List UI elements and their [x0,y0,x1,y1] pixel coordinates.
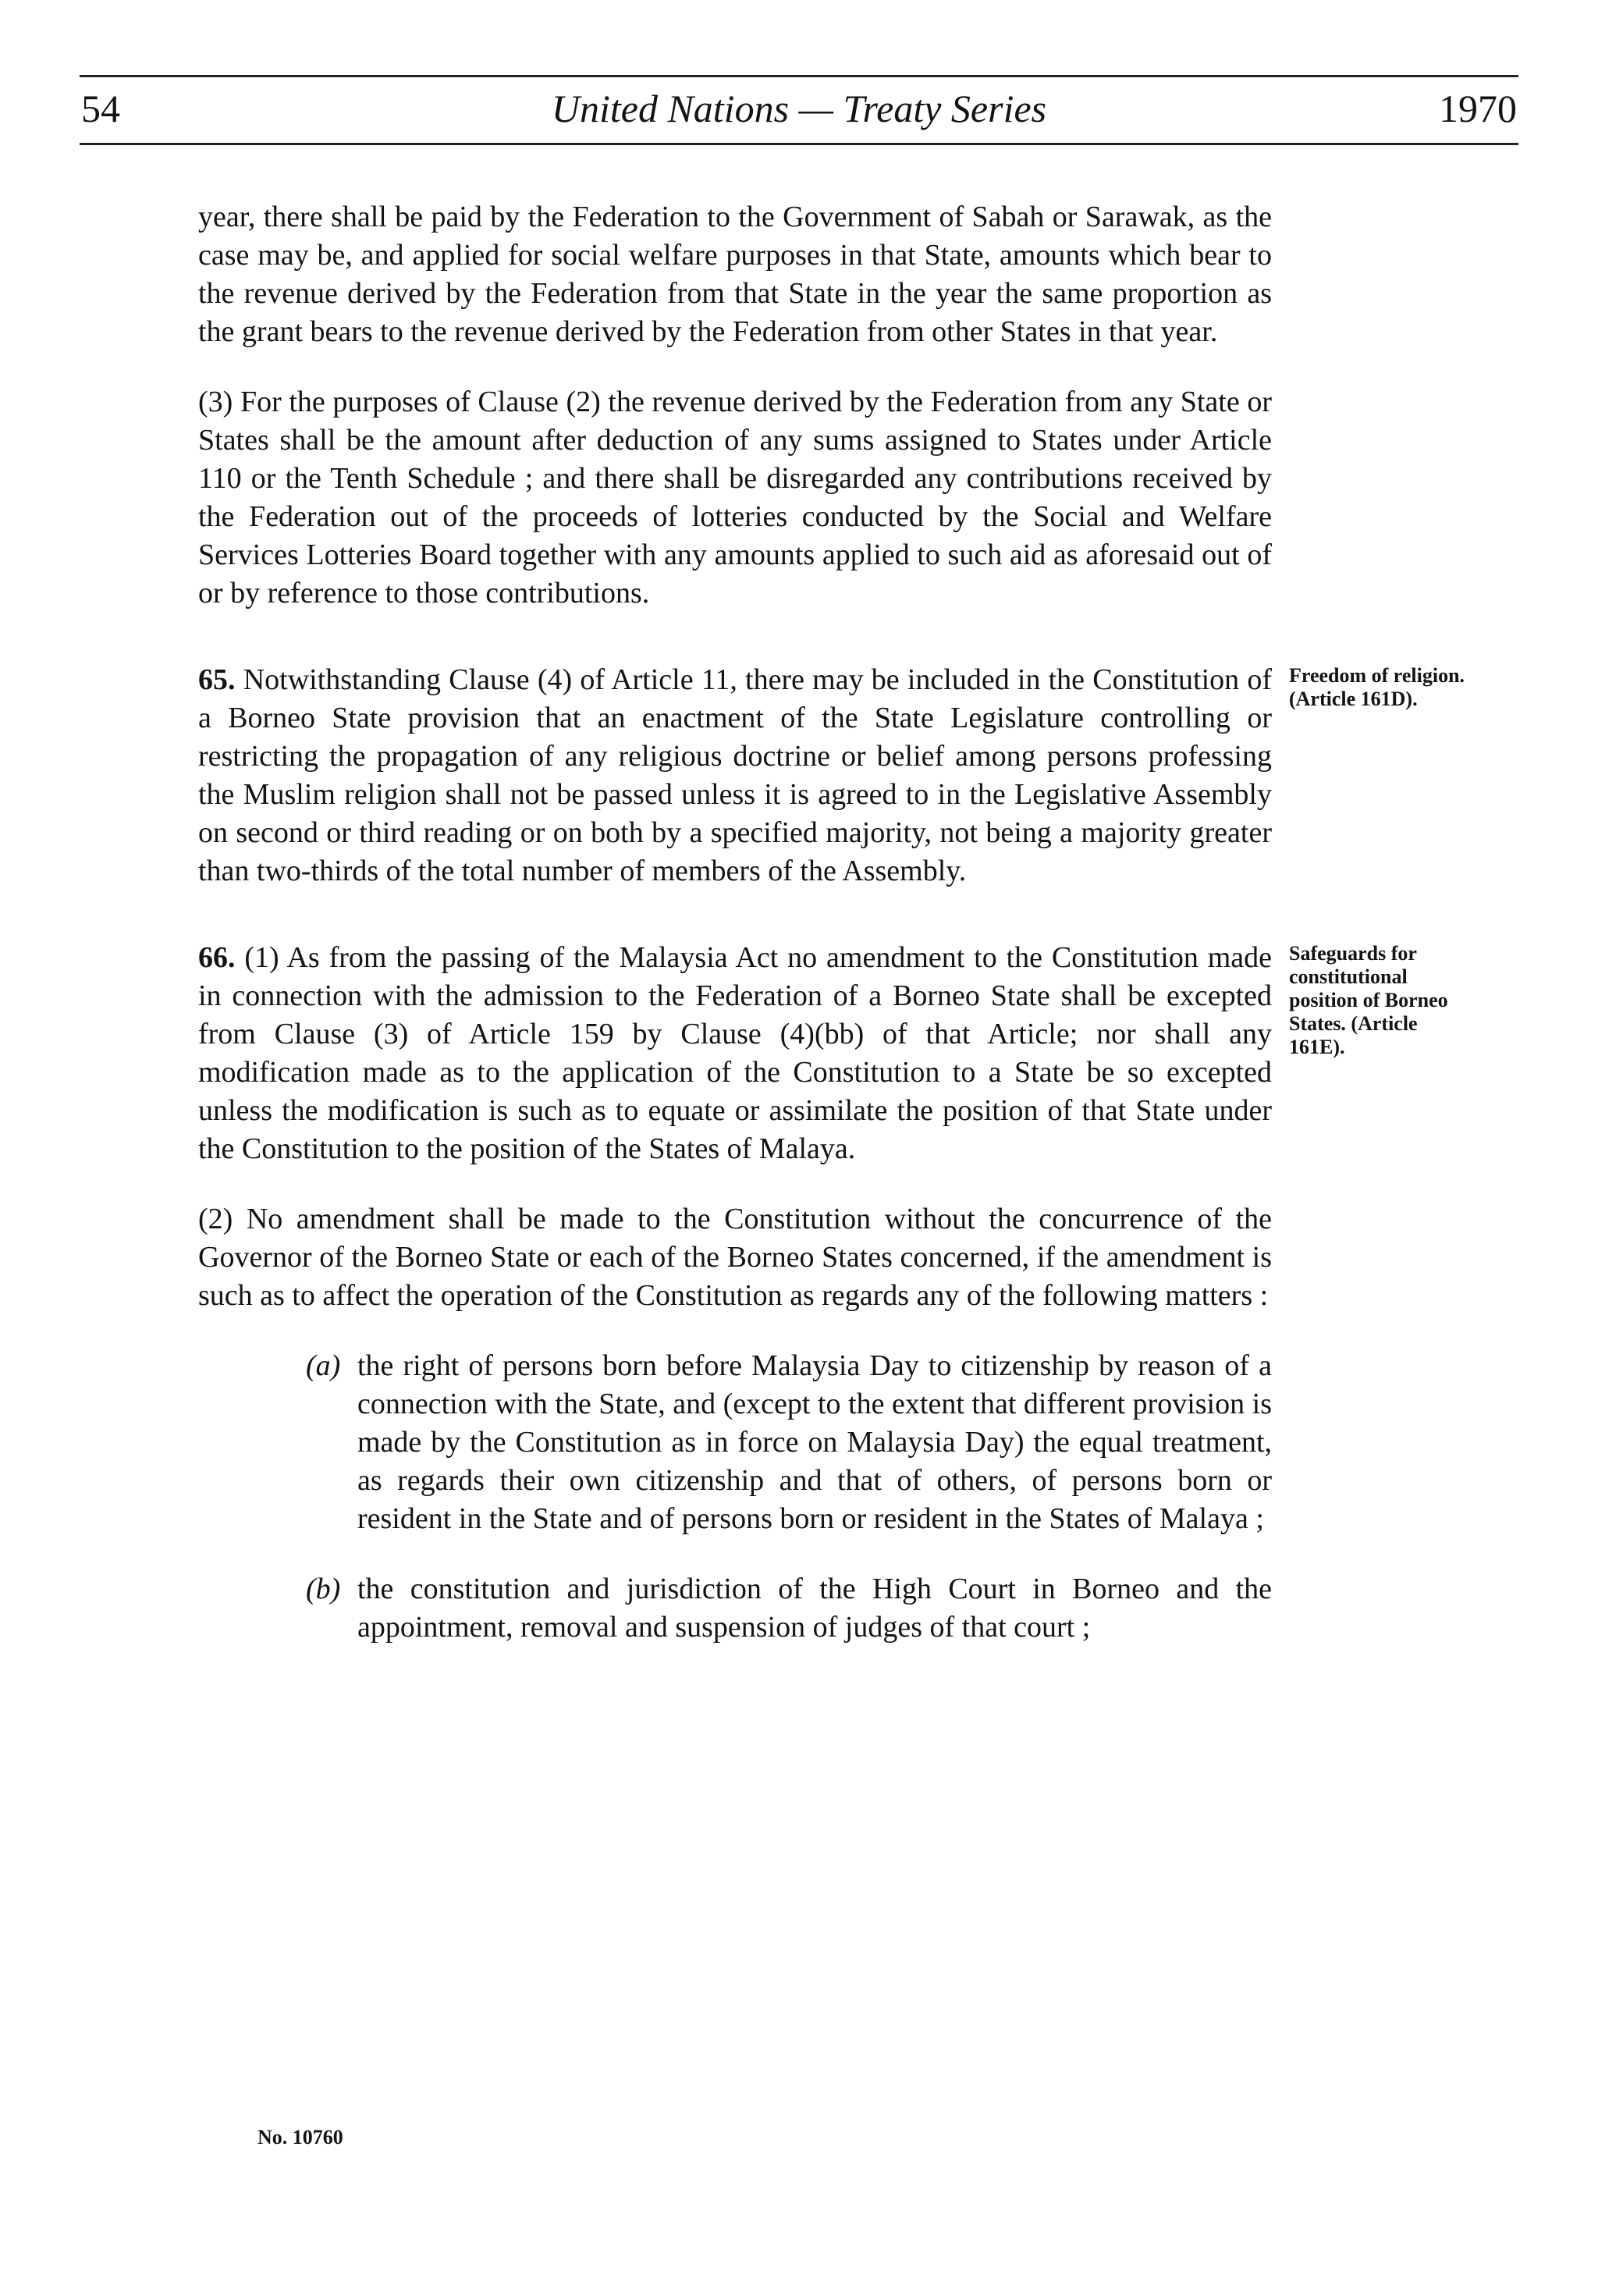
section-66-clause-1 [198,939,1272,1168]
list-item-a-text: the right of persons born before Malaysia Day to citizenship by reason of a connection with the State, and (except to the extent that different provision is made by the Constitution as in force on Malaysia Day) the equal treatment, as regards their own citizenship and that of others, of persons born or resident in the State and of persons born or resident in the States of Malaya ; [357,1349,1272,1535]
section-66-margin-note: Safeguards for constitutional position of Borneo States. (Article 161E). [1289,942,1448,1058]
section-65 [198,661,1465,890]
section-66 [198,939,1448,1168]
treaty-number-footer: No. 10760 [257,2126,343,2149]
series-title: United Nations — Treaty Series [551,87,1047,130]
section-66-clause-2: (2) No amendment shall be made to the Constitution without the concurrence of the Governor of the Borneo State or each of the Borneo States concerned, if the amendment is such as to affect the operation of the Constitution as regards any of the following matters : [198,1203,1272,1312]
list-item-a [306,1347,1272,1538]
section-66-clause-1-body: (1) As from the passing of the Malaysia Act no amendment to the Constitution made in connection with the admission to the Federation of a Borneo State shall be excepted from Clause (3) of Article 159 by Clause (4)(bb) of that Article; nor shall any modification made as to the application of the Constitution to a State be so excepted unless the modification is such as to equate or assimilate the position of that State under the Constitution to the position of the States of Malaya. [198,941,1273,1165]
list-item-b-label: (b) [306,1573,341,1605]
page-number: 54 [81,87,120,130]
section-66-number: 66. [198,941,236,974]
section-65-number: 65. [198,663,236,696]
list-item-a-label: (a) [306,1349,341,1382]
paragraph-clause-3: (3) For the purposes of Clause (2) the revenue derived by the Federation from any State or States shall be the amount after deduction of any sums assigned to States under Article 110 or the Tenth Schedule ; and there shall be disregarded any contributions received by the Federation out of the proceeds of lotteries conducted by the Social and Welfare Services Lotteries Board together with any amounts applied to such aid as aforesaid out of or by reference to those contributions. [198,386,1272,610]
section-65-text [198,661,1272,890]
page-body [198,198,1465,1647]
section-65-body: Notwithstanding Clause (4) of Article 11, there may be included in the Constitution of a Borneo State provision that an enactment of the State Legislature controlling or restricting the propagation of any religious doctrine or belief among persons professing the Muslim religion shall not be passed unless it is agreed to in the Legislative Assembly on second or third reading or on both by a specified majority, not being a majority greater than two-thirds of the total number of members of the Assembly. [198,663,1273,887]
section-65-margin-note: Freedom of religion. (Article 161D). [1289,664,1465,710]
running-header [80,75,1518,145]
list-item-b-text: the constitution and jurisdiction of the High Court in Borneo and the appointment, removal and suspension of judges of that court ; [357,1573,1272,1644]
paragraph-continuation: year, there shall be paid by the Federation to the Government of Sabah or Sarawak, as the case may be, and applied for social welfare purposes in that State, amounts which bear to the revenue derived by the Federation from that State in the year the same proportion as the grant bears to the revenue derived by the Federation from other States in that year. [198,201,1272,348]
publication-year: 1970 [1439,87,1517,130]
list-item-b [306,1570,1272,1647]
